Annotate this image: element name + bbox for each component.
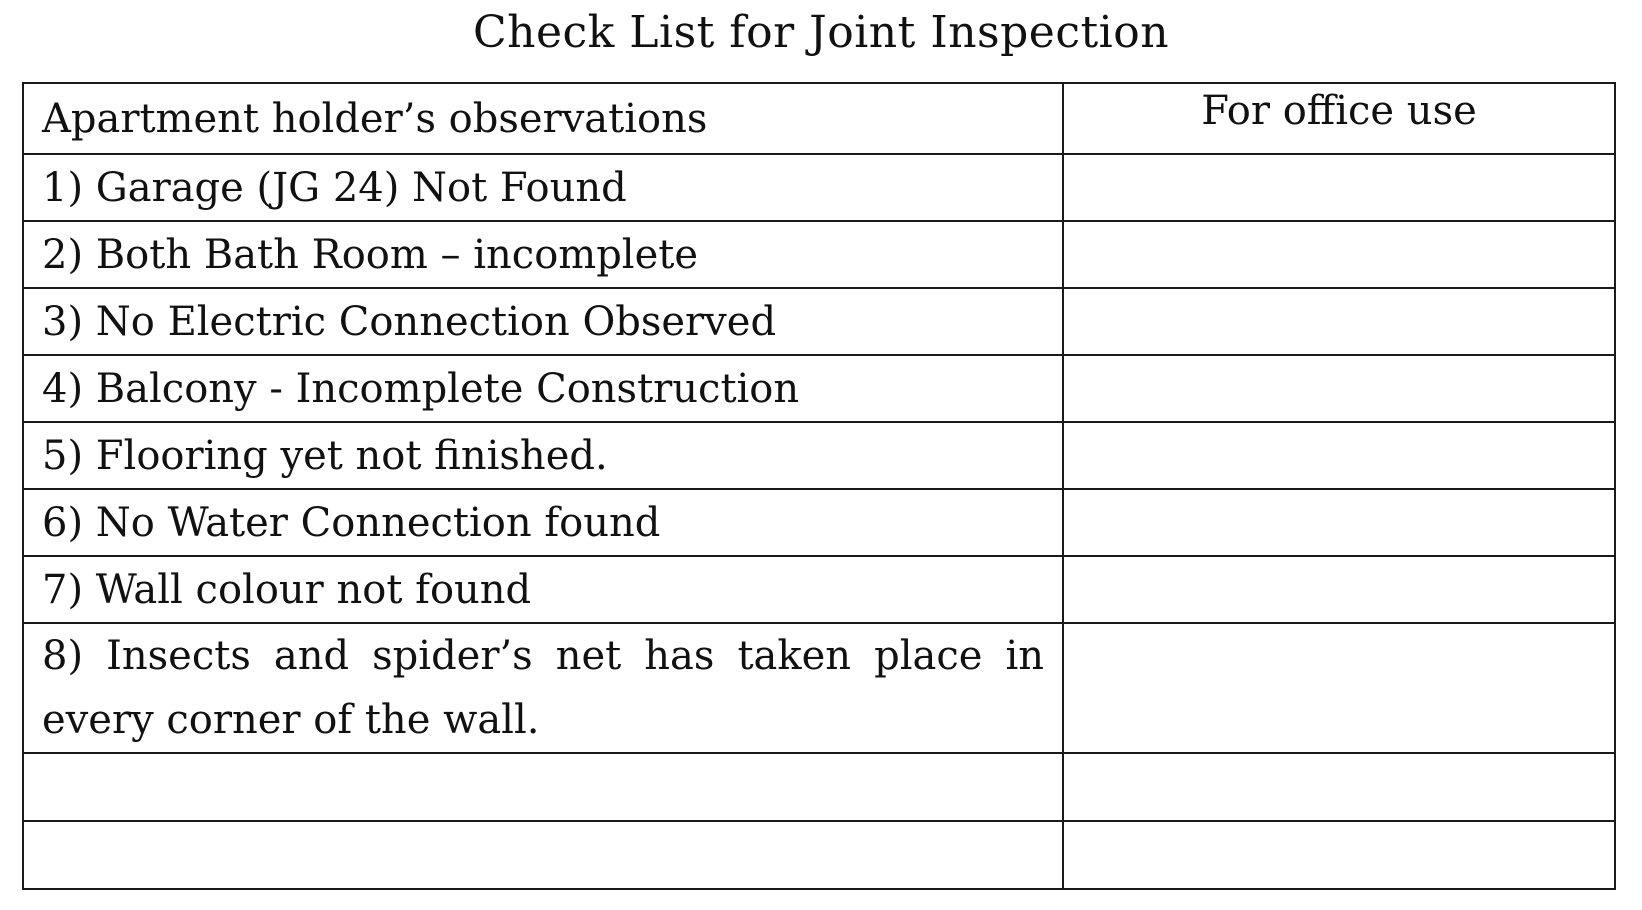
document-title: Check List for Joint Inspection — [472, 7, 1170, 58]
office-use-cell — [1063, 556, 1615, 623]
observation-cell: 8) Insects and spider’s net has taken place in every corner of the wall. — [23, 623, 1063, 753]
table-row — [23, 355, 1615, 422]
office-use-cell — [1063, 489, 1615, 556]
observation-cell: 4) Balcony - Incomplete Construction — [23, 355, 1063, 422]
observations-column-header: Apartment holder’s observations — [23, 83, 1063, 154]
office-use-cell — [1063, 288, 1615, 355]
inspection-checklist-table — [22, 82, 1616, 890]
office-use-cell — [1063, 623, 1615, 753]
office-use-cell — [1063, 154, 1615, 221]
observation-cell: 3) No Electric Connection Observed — [23, 288, 1063, 355]
table-header-row — [23, 83, 1615, 154]
table-row — [23, 288, 1615, 355]
observation-cell: 7) Wall colour not found — [23, 556, 1063, 623]
table-row — [23, 489, 1615, 556]
table-row — [23, 821, 1615, 889]
observation-cell: 1) Garage (JG 24) Not Found — [23, 154, 1063, 221]
office-use-cell — [1063, 821, 1615, 889]
observation-cell: 2) Both Bath Room – incomplete — [23, 221, 1063, 288]
observation-cell: 5) Flooring yet not finished. — [23, 422, 1063, 489]
table-row — [23, 422, 1615, 489]
office-use-cell — [1063, 355, 1615, 422]
office-use-column-header: For office use — [1063, 83, 1615, 154]
observation-cell — [23, 821, 1063, 889]
table-row — [23, 753, 1615, 821]
office-use-cell — [1063, 221, 1615, 288]
observation-cell — [23, 753, 1063, 821]
table-row — [23, 154, 1615, 221]
table-row — [23, 623, 1615, 753]
observation-cell: 6) No Water Connection found — [23, 489, 1063, 556]
table-row — [23, 556, 1615, 623]
table-row — [23, 221, 1615, 288]
office-use-cell — [1063, 422, 1615, 489]
office-use-cell — [1063, 753, 1615, 821]
